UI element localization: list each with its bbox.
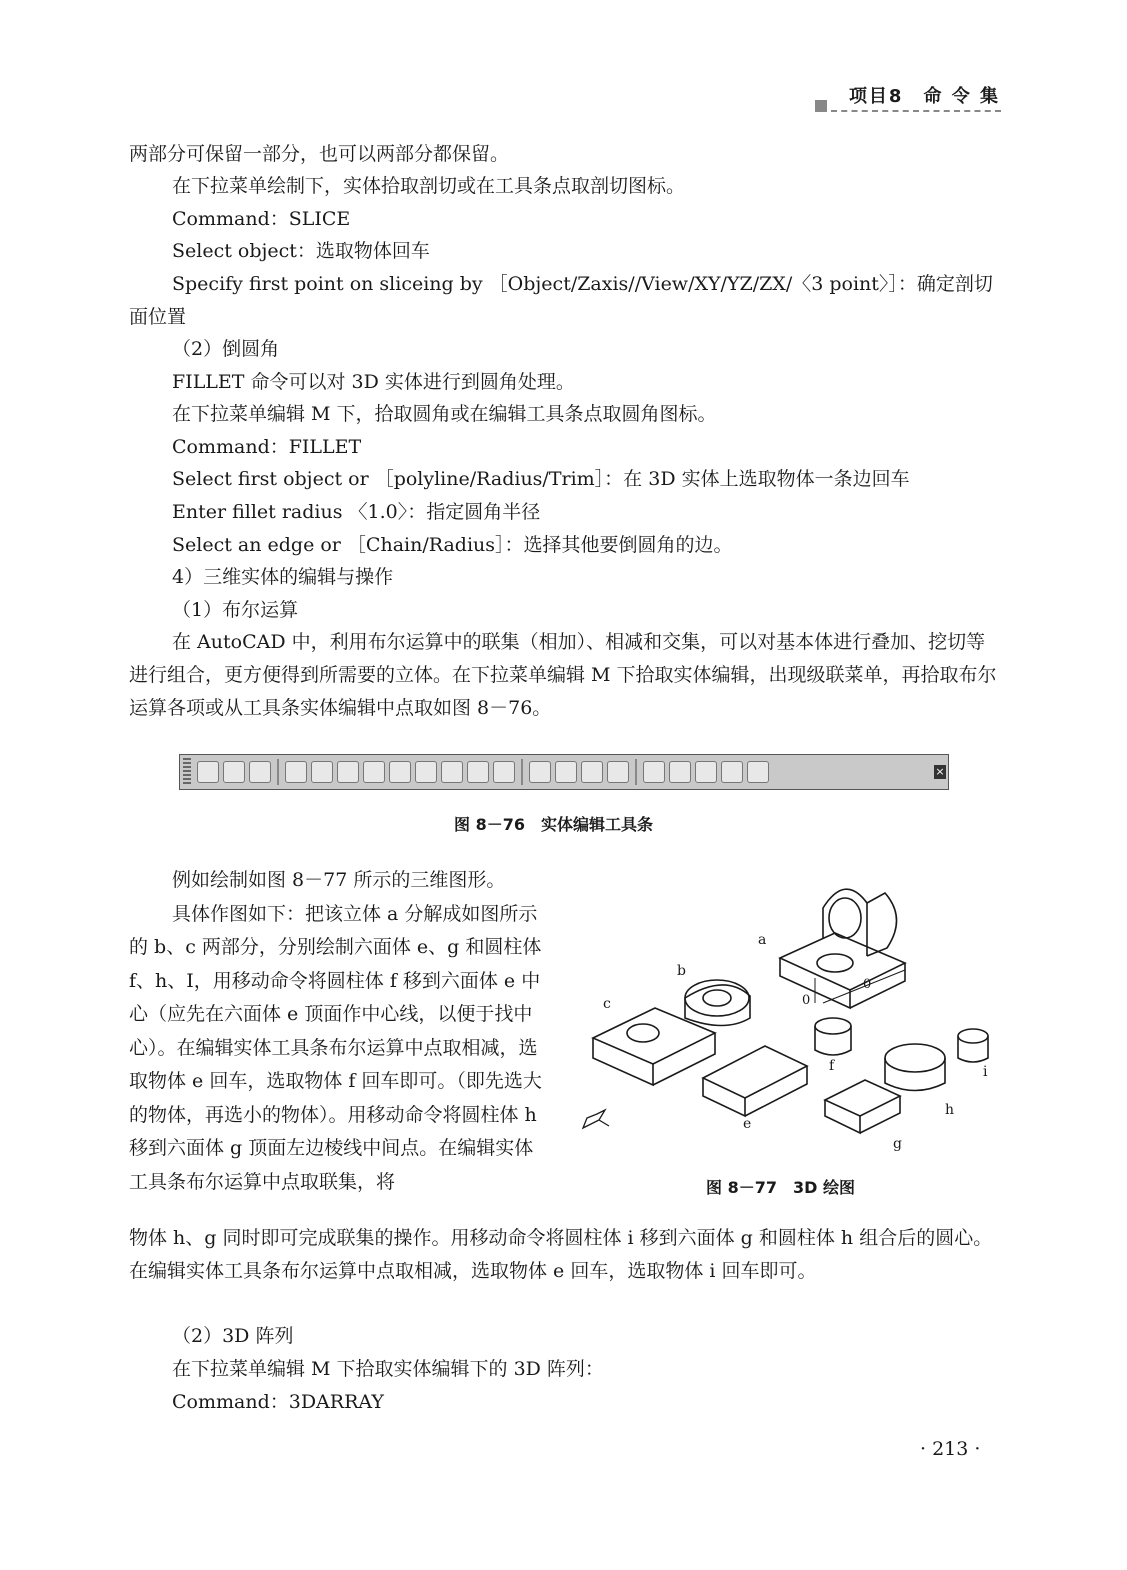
paragraph: 在 AutoCAD 中，利用布尔运算中的联集（相加）、相减和交集，可以对基本体进行叠加、挖切等进行组合，更方便得到所需要的立体。在下拉菜单编辑 M 下拾取实体编辑，出现级联菜单，再拾取布尔运算各项或从工具条实体编辑中点取如图 8－76。 xyxy=(129,631,997,719)
paragraph-line: 在下拉菜单编辑 M 下，拾取圆角或在编辑工具条点取圆角图标。 xyxy=(172,403,717,425)
copy-edges-icon xyxy=(493,761,515,783)
cylinder-i xyxy=(958,1029,988,1062)
command-line: Command：3DARRAY xyxy=(172,1391,384,1413)
toolbar-grip xyxy=(183,758,191,786)
header-rule-block xyxy=(815,100,827,112)
command-line: Specify first point on sliceing by ［Object/Zaxis//View/XY/YZ/ZX/〈3 point〉］：确定剖切面位置 xyxy=(129,273,993,328)
command-line: Enter fillet radius 〈1.0〉：指定圆角半径 xyxy=(172,501,541,523)
subheading: （1）布尔运算 xyxy=(172,599,299,621)
paragraph: 具体作图如下：把该立体 a 分解成如图所示的 b、c 两部分，分别绘制六面体 e、g 和圆柱体 f、h、I，用移动命令将圆柱体 f 移到六面体 e 中心（应先在六面体 e 顶面作中心线，以便于找中心）。在编辑实体工具条布尔运算中点取相减，选取物体 e 回车，选取物体 f 回车即可。（即先选大的物体，再选小的物体）。用移动命令将圆柱体 h 移到六面体 g 顶面左边棱线中间点。在编辑实体工具条布尔运算中点取联集，将 xyxy=(129,902,542,1193)
offset-faces-icon xyxy=(337,761,359,783)
solid-b xyxy=(685,980,750,1026)
label-f: f xyxy=(829,1058,835,1074)
label-e: e xyxy=(743,1116,752,1132)
command-line: Select first object or ［polyline/Radius/Trim］：在 3D 实体上选取物体一条边回车 xyxy=(172,468,910,490)
intersect-icon xyxy=(249,761,271,783)
rotate-faces-icon xyxy=(389,761,411,783)
dimension-label: 0 xyxy=(863,977,872,992)
subheading: （2）3D 阵列 xyxy=(172,1325,294,1347)
move-faces-icon xyxy=(311,761,333,783)
label-c: c xyxy=(603,996,611,1012)
copy-faces-icon xyxy=(441,761,463,783)
header-rule xyxy=(815,100,1001,114)
cylinder-h xyxy=(885,1044,945,1091)
close-icon: × xyxy=(935,765,945,778)
check-icon xyxy=(643,761,665,783)
separate-icon xyxy=(581,761,603,783)
subtract-icon xyxy=(223,761,245,783)
interfere-icon xyxy=(747,761,769,783)
dimension-label: 0 xyxy=(802,993,811,1008)
label-g: g xyxy=(893,1136,902,1152)
box-g xyxy=(825,1080,900,1133)
running-header: 项目8 命 令 集 xyxy=(848,86,1000,107)
solid-edit-toolbar-image xyxy=(179,754,949,790)
extrude-faces-icon xyxy=(285,761,307,783)
solid-a xyxy=(780,889,905,1008)
imprint-icon xyxy=(529,761,551,783)
paragraph: 物体 h、g 同时即可完成联集的操作。用移动命令将圆柱体 i 移到六面体 g 和圆柱体 h 组合后的圆心。在编辑实体工具条布尔运算中点取相减，选取物体 e 回车，选取物体 i 回车即可。 xyxy=(129,1227,993,1282)
toolbar-separator xyxy=(277,759,279,785)
paragraph-line: 在下拉菜单绘制下，实体拾取剖切或在工具条点取剖切图标。 xyxy=(172,175,686,197)
cylinder-f xyxy=(815,1018,851,1055)
color-edges-icon xyxy=(669,761,691,783)
color-faces-icon xyxy=(467,761,489,783)
label-b: b xyxy=(677,963,686,979)
label-h: h xyxy=(945,1102,955,1118)
box-e xyxy=(703,1046,807,1116)
wrapped-paragraph xyxy=(129,864,547,1199)
section-icon xyxy=(721,761,743,783)
taper-faces-icon xyxy=(415,761,437,783)
command-line: Command：FILLET xyxy=(172,436,362,458)
delete-faces-icon xyxy=(363,761,385,783)
command-line: Command：SLICE xyxy=(172,208,351,230)
command-line: Select object：选取物体回车 xyxy=(172,240,430,262)
paragraph-line: 两部分可保留一部分，也可以两部分都保留。 xyxy=(129,143,510,165)
slice-icon xyxy=(695,761,717,783)
solid-c xyxy=(593,1008,715,1085)
subheading: （2）倒圆角 xyxy=(172,338,280,360)
figure-3d-drawing xyxy=(575,878,995,1158)
figure-caption: 图 8－76 实体编辑工具条 xyxy=(454,815,653,834)
toolbar-separator xyxy=(635,759,637,785)
paragraph-line: FILLET 命令可以对 3D 实体进行到圆角处理。 xyxy=(172,371,575,393)
section-heading: 4）三维实体的编辑与操作 xyxy=(172,566,394,588)
label-i: i xyxy=(983,1064,988,1080)
toolbar-separator xyxy=(521,759,523,785)
shell-icon xyxy=(607,761,629,783)
ucs-icon xyxy=(583,1110,609,1128)
union-icon xyxy=(197,761,219,783)
command-line: Select an edge or ［Chain/Radius］：选择其他要倒圆角的边。 xyxy=(172,534,733,556)
paragraph-line: 在下拉菜单编辑 M 下拾取实体编辑下的 3D 阵列： xyxy=(172,1358,604,1380)
label-a: a xyxy=(758,932,767,948)
paragraph-line: 例如绘制如图 8－77 所示的三维图形。 xyxy=(172,869,506,891)
page-number: · 213 · xyxy=(920,1438,981,1460)
figure-caption: 图 8－77 3D 绘图 xyxy=(706,1178,855,1197)
header-rule-dash xyxy=(831,110,1001,112)
clean-icon xyxy=(555,761,577,783)
